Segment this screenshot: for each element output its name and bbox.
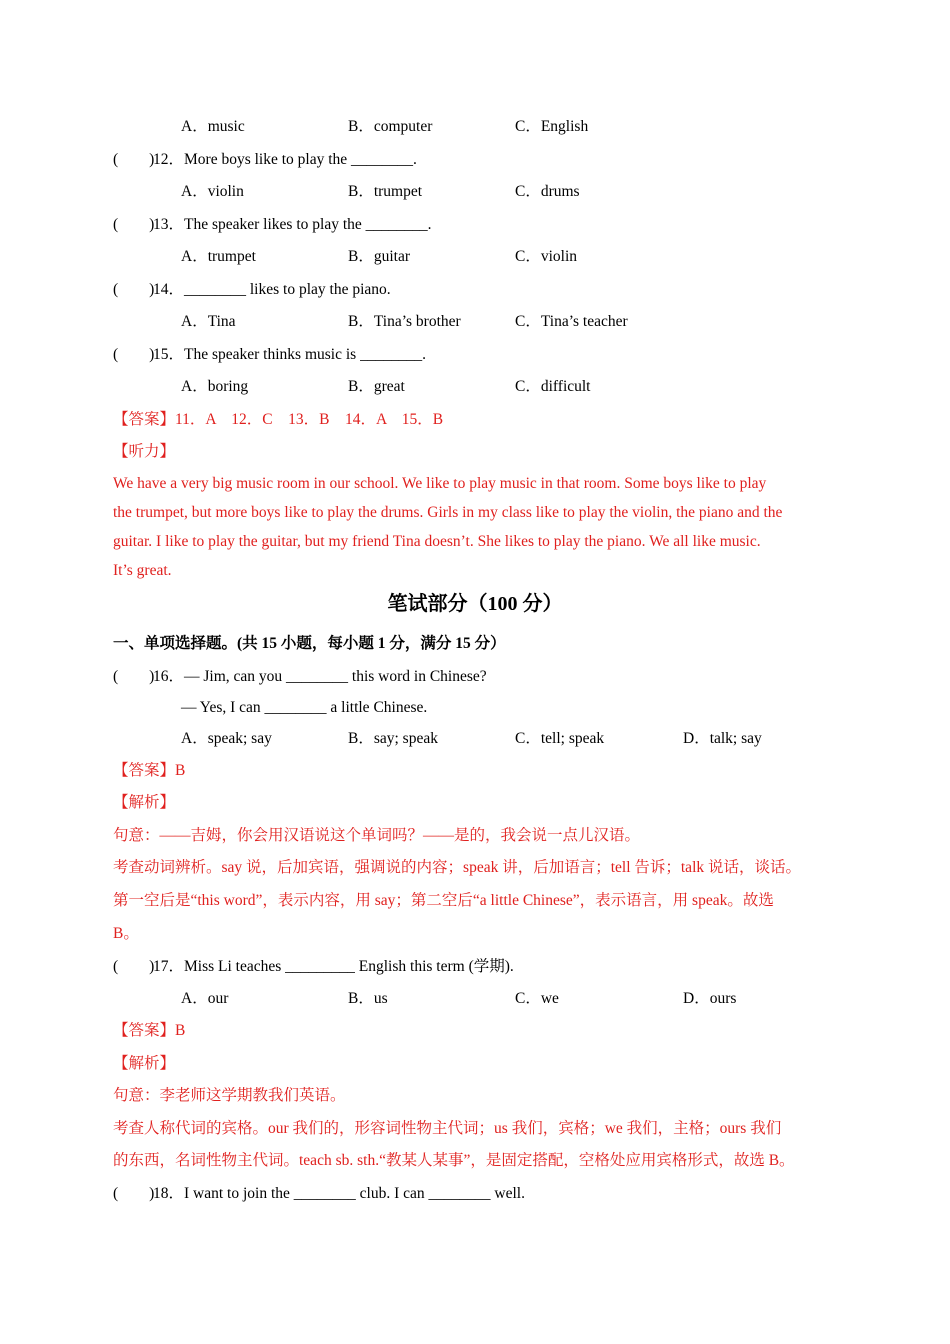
q15-option-b: B．great <box>348 378 405 395</box>
q16-option-c: C．tell; speak <box>515 730 605 747</box>
q17-analysis-line-2: 考查人称代词的宾格。our 我们的，形容词性物主代词；us 我们，宾格；we 我们，主格；ours 我们 <box>113 1120 782 1137</box>
q17-option-b: B．us <box>348 990 388 1007</box>
listening-text-line-1: We have a very big music room in our school. We like to play music in that room. Some boys like to play <box>113 475 767 492</box>
q16-stem-2: — Yes, I can ________ a little Chinese. <box>181 699 428 716</box>
q14-option-b: B．Tina’s brother <box>348 313 461 330</box>
listening-answer: 【答案】11．A 12．C 13．B 14．A 15．B <box>113 411 444 428</box>
q17-paren: ( ) <box>113 958 155 975</box>
q17-option-a: A．our <box>181 990 229 1007</box>
q15-option-a: A．boring <box>181 378 249 395</box>
q11-option-c: C．English <box>515 118 589 135</box>
section1-title: 一、单项选择题。(共 15 小题，每小题 1 分，满分 15 分） <box>113 635 506 652</box>
q17-analysis-label: 【解析】 <box>113 1055 176 1072</box>
q17-stem: 17．Miss Li teaches _________ English this term (学期). <box>153 958 514 975</box>
q16-analysis-line-4: B。 <box>113 925 139 942</box>
q16-option-b: B．say; speak <box>348 730 438 747</box>
q12-option-c: C．drums <box>515 183 580 200</box>
q16-analysis-line-3: 第一空后是“this word”，表示内容，用 say；第二空后“a little Chinese”，表示语言，用 speak。故选 <box>113 892 774 909</box>
q17-analysis-line-3: 的东西，名词性物主代词。teach sb. sth.“教某人某事”，是固定搭配，空格处应用宾格形式，故选 B。 <box>113 1152 795 1169</box>
q11-option-b: B．computer <box>348 118 433 135</box>
q14-stem: 14．________ likes to play the piano. <box>153 281 391 298</box>
q18-paren: ( ) <box>113 1185 155 1202</box>
q14-option-a: A．Tina <box>181 313 236 330</box>
q13-option-a: A．trumpet <box>181 248 256 265</box>
q18-stem: 18．I want to join the ________ club. I can ________ well. <box>153 1185 525 1202</box>
q16-analysis-label: 【解析】 <box>113 794 176 811</box>
q16-stem: 16．— Jim, can you ________ this word in Chinese? <box>153 668 487 685</box>
q15-paren: ( ) <box>113 346 155 363</box>
q12-option-a: A．violin <box>181 183 244 200</box>
written-part-title: 笔试部分（100 分） <box>387 593 563 615</box>
q16-analysis-line-2: 考查动词辨析。say 说，后加宾语，强调说的内容；speak 讲，后加语言；tell 告诉；talk 说话，谈话。 <box>113 859 801 876</box>
q12-stem: 12．More boys like to play the ________. <box>153 151 417 168</box>
q12-option-b: B．trumpet <box>348 183 423 200</box>
q17-option-c: C．we <box>515 990 559 1007</box>
q17-option-d: D．ours <box>683 990 737 1007</box>
q16-analysis-line-1: 句意：——吉姆，你会用汉语说这个单词吗？——是的，我会说一点儿汉语。 <box>113 827 641 844</box>
q16-answer: 【答案】B <box>113 762 186 779</box>
q13-stem: 13．The speaker likes to play the ________. <box>153 216 432 233</box>
listening-text-line-2: the trumpet, but more boys like to play the drums. Girls in my class like to play the violin, the piano and the <box>113 504 783 521</box>
q13-option-c: C．violin <box>515 248 578 265</box>
q17-analysis-line-1: 句意：李老师这学期教我们英语。 <box>113 1087 346 1104</box>
q16-paren: ( ) <box>113 668 155 685</box>
listening-text-line-4: It’s great. <box>113 562 172 579</box>
q16-option-d: D．talk; say <box>683 730 762 747</box>
q16-option-a: A．speak; say <box>181 730 272 747</box>
q15-stem: 15．The speaker thinks music is ________. <box>153 346 426 363</box>
q17-answer: 【答案】B <box>113 1022 186 1039</box>
q13-paren: ( ) <box>113 216 155 233</box>
listening-text-line-3: guitar. I like to play the guitar, but my friend Tina doesn’t. She likes to play the piano. We all like music. <box>113 533 761 550</box>
listening-label: 【听力】 <box>113 443 176 460</box>
q15-option-c: C．difficult <box>515 378 591 395</box>
q14-paren: ( ) <box>113 281 155 298</box>
q14-option-c: C．Tina’s teacher <box>515 313 628 330</box>
q12-paren: ( ) <box>113 151 155 168</box>
q11-option-a: A．music <box>181 118 245 135</box>
q13-option-b: B．guitar <box>348 248 410 265</box>
